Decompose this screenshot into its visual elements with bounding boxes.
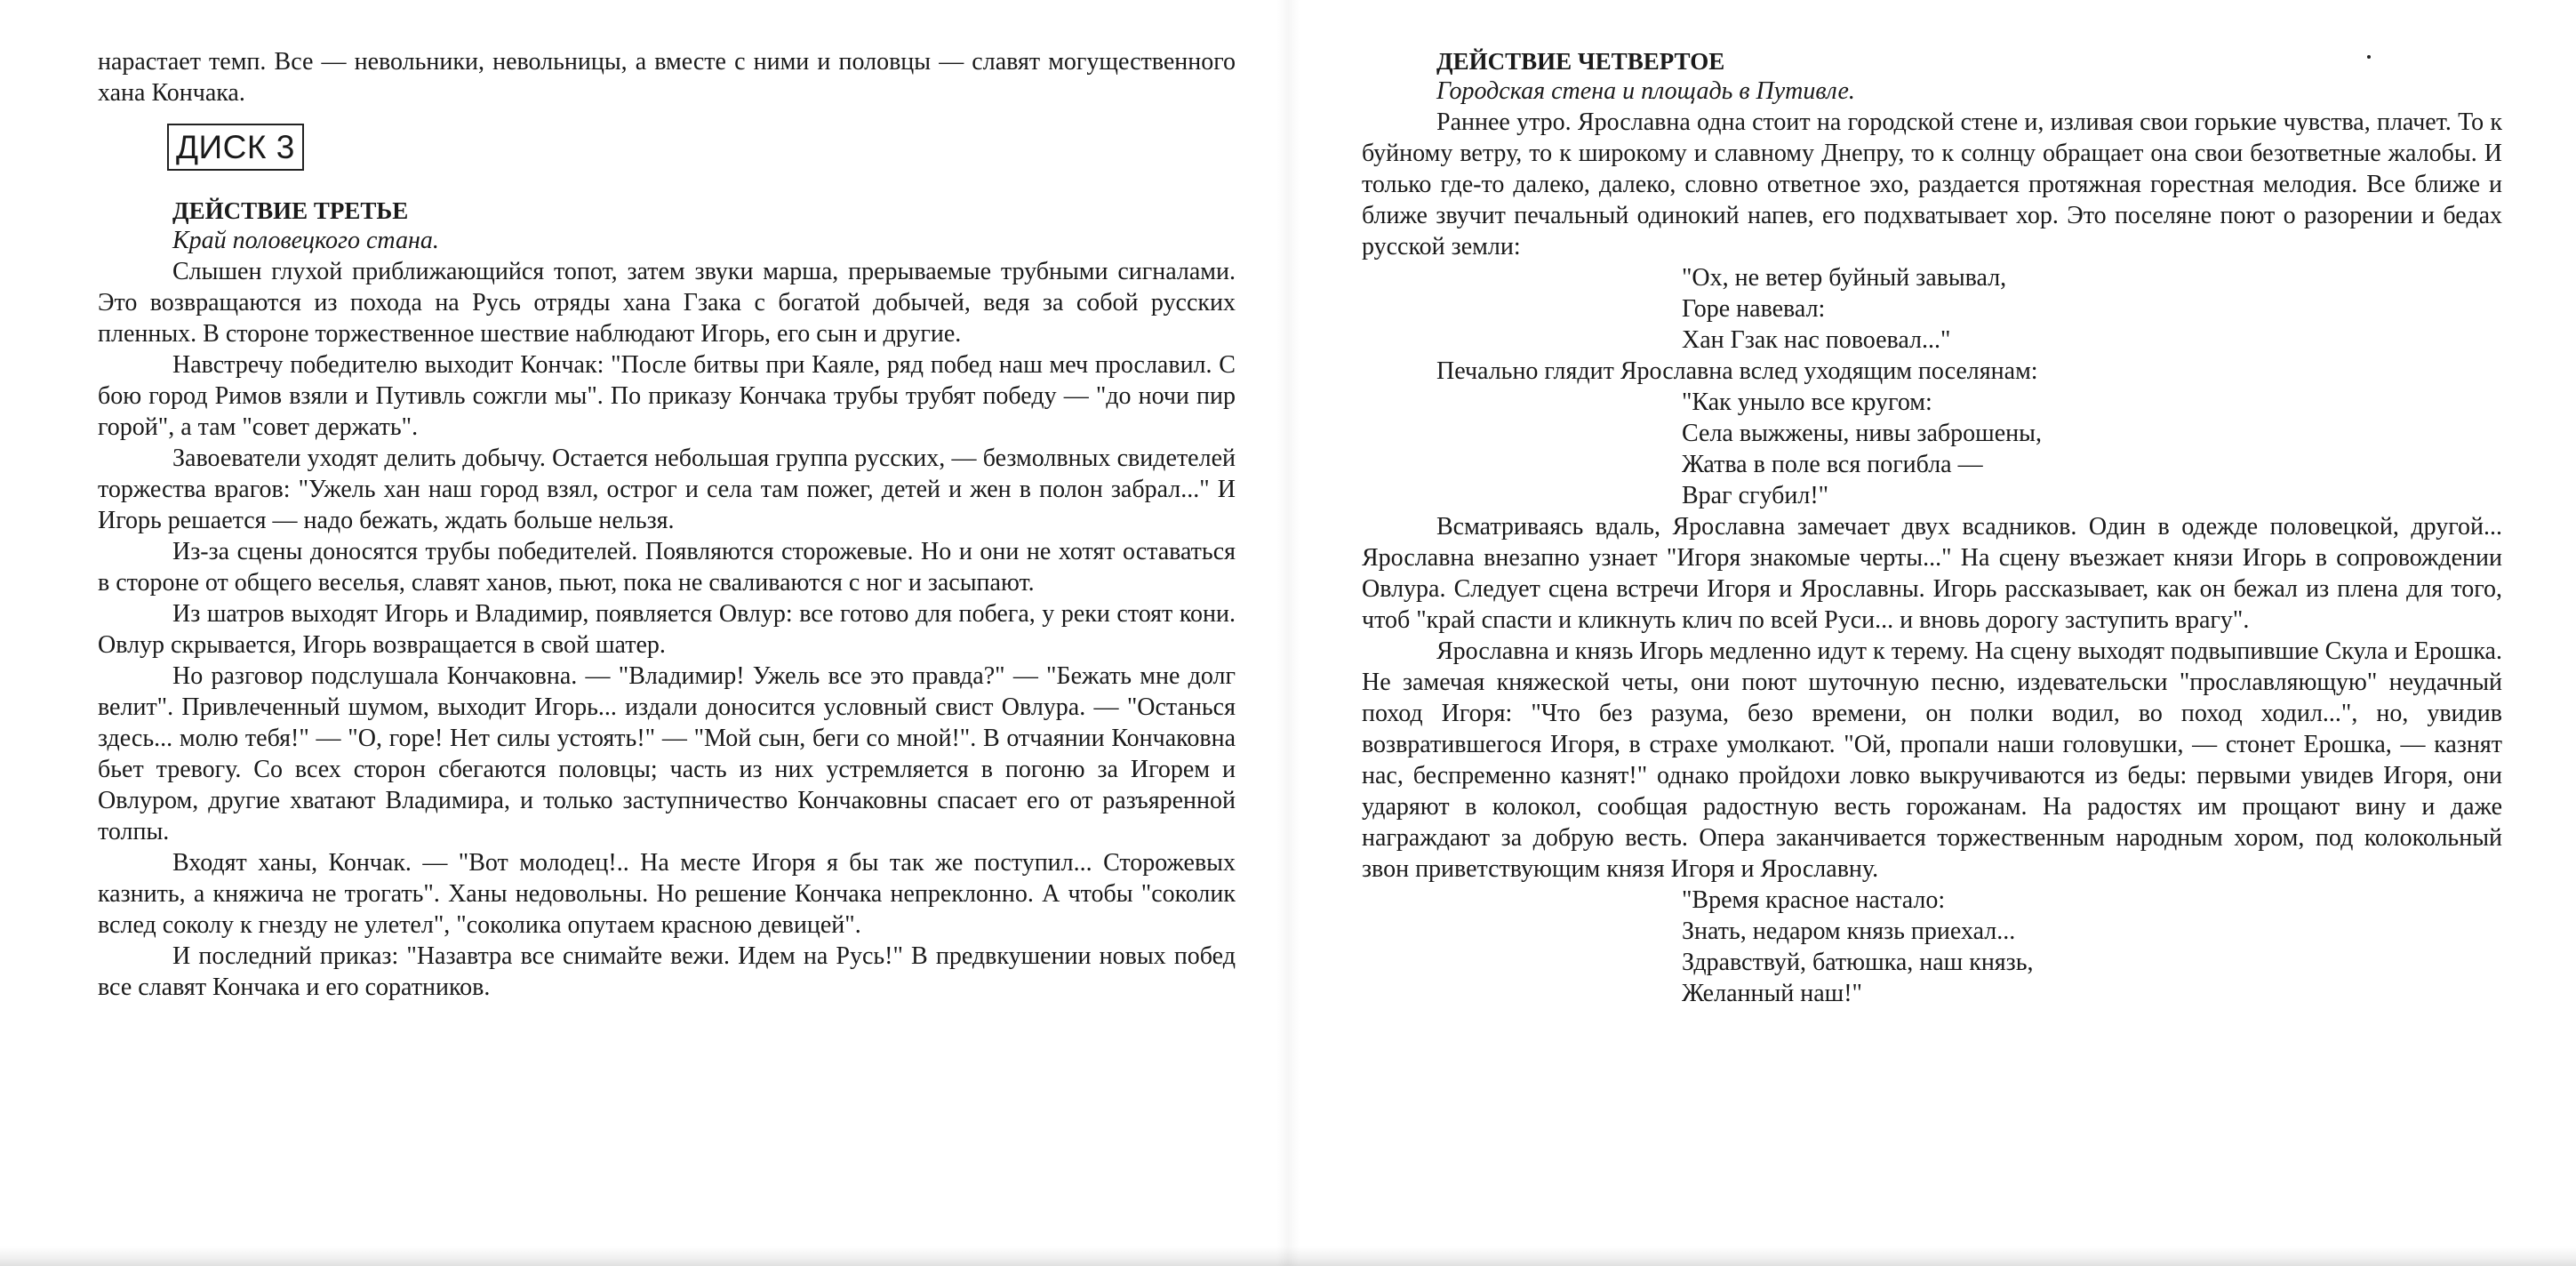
verse-line: "Как уныло все кругом: <box>1682 389 1932 416</box>
verse-line: Знать, недаром князь приехал... <box>1682 917 2016 945</box>
verse-line: Враг сгубил!" <box>1682 482 1829 509</box>
verse-block-1 <box>1362 262 2502 356</box>
intro-paragraph: Раннее утро. Ярославна одна стоит на городской стене и, изливая свои горькие чувства, плачет. То к буйному ветру, то к широкому и славному Днепру, то к солнцу обращает она свои безответные жалобы. И только где-то далеко, далеко, словно ответное эхо, раздается протяжная горестная мелодия. Все ближе и ближе звучит печальный одинокий напев, его подхватывает хор. Это поселяне поют о разорении и бедах русской земли: <box>1362 108 2502 260</box>
paragraph: И последний приказ: "Назавтра все снимайте вежи. Идем на Русь!" В предвкушении новых побед все славят Кончака и его соратников. <box>98 942 1236 1001</box>
opening-paragraph: нарастает темп. Все — невольники, невольницы, а вместе с ними и половцы — славят могущественного хана Кончака. <box>98 48 1236 107</box>
verse-line: Горе навевал: <box>1682 295 1826 323</box>
verse-line: "Время красное настало: <box>1682 886 1946 914</box>
scan-bottom-shadow <box>0 1246 2576 1266</box>
act-four-setting: Городская стена и площадь в Путивле. <box>1436 77 1855 105</box>
right-column <box>1362 46 2502 1009</box>
verse-line: Желанный наш!" <box>1682 980 1862 1007</box>
paragraph: Ярославна и князь Игорь медленно идут к терему. На сцену выходят подвыпившие Скула и Ерошка. Не замечая княжеской четы, они поют шуточную песню, издевательски "прославляющую" неудачный поход Игоря: "Что без разума, безо времени, он полки водил, во поход ходил...", но, увидив возвратившегося Игоря, в страхе умолкают. "Ой, пропали наши головушки, — стонет Ерошка, — казнят нас, беспременно казнят!" однако пройдохи ловко выкручиваются из беды: первыми увидев Игоря, они ударяют в колокол, сообщая радостную весть горожанам. На радостях им прощают вину и даже награждают за добрую весть. Опера заканчивается торжественным народным хором, под колокольный звон приветствующим князя Игоря и Ярославну. <box>1362 637 2502 883</box>
paragraph: Входят ханы, Кончак. — "Вот молодец!.. На месте Игоря я бы так же поступил... Сторожевых казнить, а княжича не трогать". Ханы недовольны. Но решение Кончака непреклонно. А чтобы "соколик вслед соколу к гнезду не улетел", "соколика опутаем красною девицей". <box>98 849 1236 939</box>
paragraph: Но разговор подслушала Кончаковна. — "Владимир! Ужель все это правда?" — "Бежать мне долг велит". Привлеченный шумом, выходит Игорь... издали доносится условный свист Овлура. — "Останься здесь... молю тебя!" — "О, горе! Нет силы устоять!" — "Мой сын, беги со мной!". В отчаянии Кончаковна бьет тревогу. Со всех сторон сбегаются половцы; часть из них устремляется в погоню за Игорем и Овлуром, другие хватают Владимира, и только заступничество Кончаковны спасает его от разъяренной толпы. <box>98 662 1236 845</box>
paragraph: Завоеватели уходят делить добычу. Остается небольшая группа русских, — безмолвных свидетелей торжества врагов: "Ужель хан наш город взял, острог и села там пожег, детей и жен в полон забрал..." И Игорь решается — надо бежать, ждать больше нельзя. <box>98 445 1236 534</box>
verse-line: "Ох, не ветер буйный завывал, <box>1682 264 2007 292</box>
transition-line: Печально глядит Ярославна вслед уходящим поселянам: <box>1436 357 2038 385</box>
paragraph: Навстречу победителю выходит Кончак: "После битвы при Каяле, ряд побед наш меч прославил. С бою город Римов взяли и Путивль сожгли мы". По приказу Кончака трубы трубят победу — "до ночи пир горой", а там "совет держать". <box>98 351 1236 441</box>
disc-label: ДИСК 3 <box>167 124 304 171</box>
act-three-heading: ДЕЙСТВИЕ ТРЕТЬЕ <box>172 197 409 224</box>
book-gutter <box>1276 0 1300 1266</box>
verse-line: Жатва в поле вся погибла — <box>1682 451 1983 478</box>
right-page <box>1288 0 2576 1266</box>
verse-block-2 <box>1362 387 2502 511</box>
paragraph: Из шатров выходят Игорь и Владимир, появляется Овлур: все готово для побега, у реки стоят кони. Овлур скрывается, Игорь возвращается в свой шатер. <box>98 600 1236 659</box>
disc-label-row <box>98 108 1236 196</box>
act-three-setting: Край половецкого стана. <box>172 227 439 254</box>
left-column <box>98 46 1236 1003</box>
act-four-heading: ДЕЙСТВИЕ ЧЕТВЕРТОЕ <box>1436 48 1725 75</box>
paragraph: Из-за сцены доносятся трубы победителей. Появляются сторожевые. Но и они не хотят оставаться в стороне от общего веселья, славят ханов, пьют, пока не сваливаются с ног и засыпают. <box>98 538 1236 597</box>
paragraph: Всматриваясь вдаль, Ярославна замечает двух всадников. Один в одежде половецкой, другой... Ярославна внезапно узнает "Игоря знакомые черты..." На сцену въезжает князи Игорь в сопровождении Овлура. Следует сцена встречи Игоря и Ярославны. Игорь рассказывает, как он бежал из плена для того, чтоб "край спасти и кликнуть клич по всей Руси... и вновь дорогу заступить врагу". <box>1362 513 2502 634</box>
print-speck <box>2367 55 2371 59</box>
paragraph: Слышен глухой приближающийся топот, затем звуки марша, прерываемые трубными сигналами. Это возвращаются из похода на Русь отряды хана Гзака с богатой добычей, ведя за собой русских пленных. В стороне торжественное шествие наблюдают Игорь, его сын и другие. <box>98 258 1236 348</box>
verse-block-3 <box>1362 885 2502 1009</box>
verse-line: Хан Гзак нас повоевал..." <box>1682 326 1951 354</box>
verse-line: Села выжжены, нивы заброшены, <box>1682 420 2042 447</box>
verse-line: Здравствуй, батюшка, наш князь, <box>1682 949 2034 976</box>
